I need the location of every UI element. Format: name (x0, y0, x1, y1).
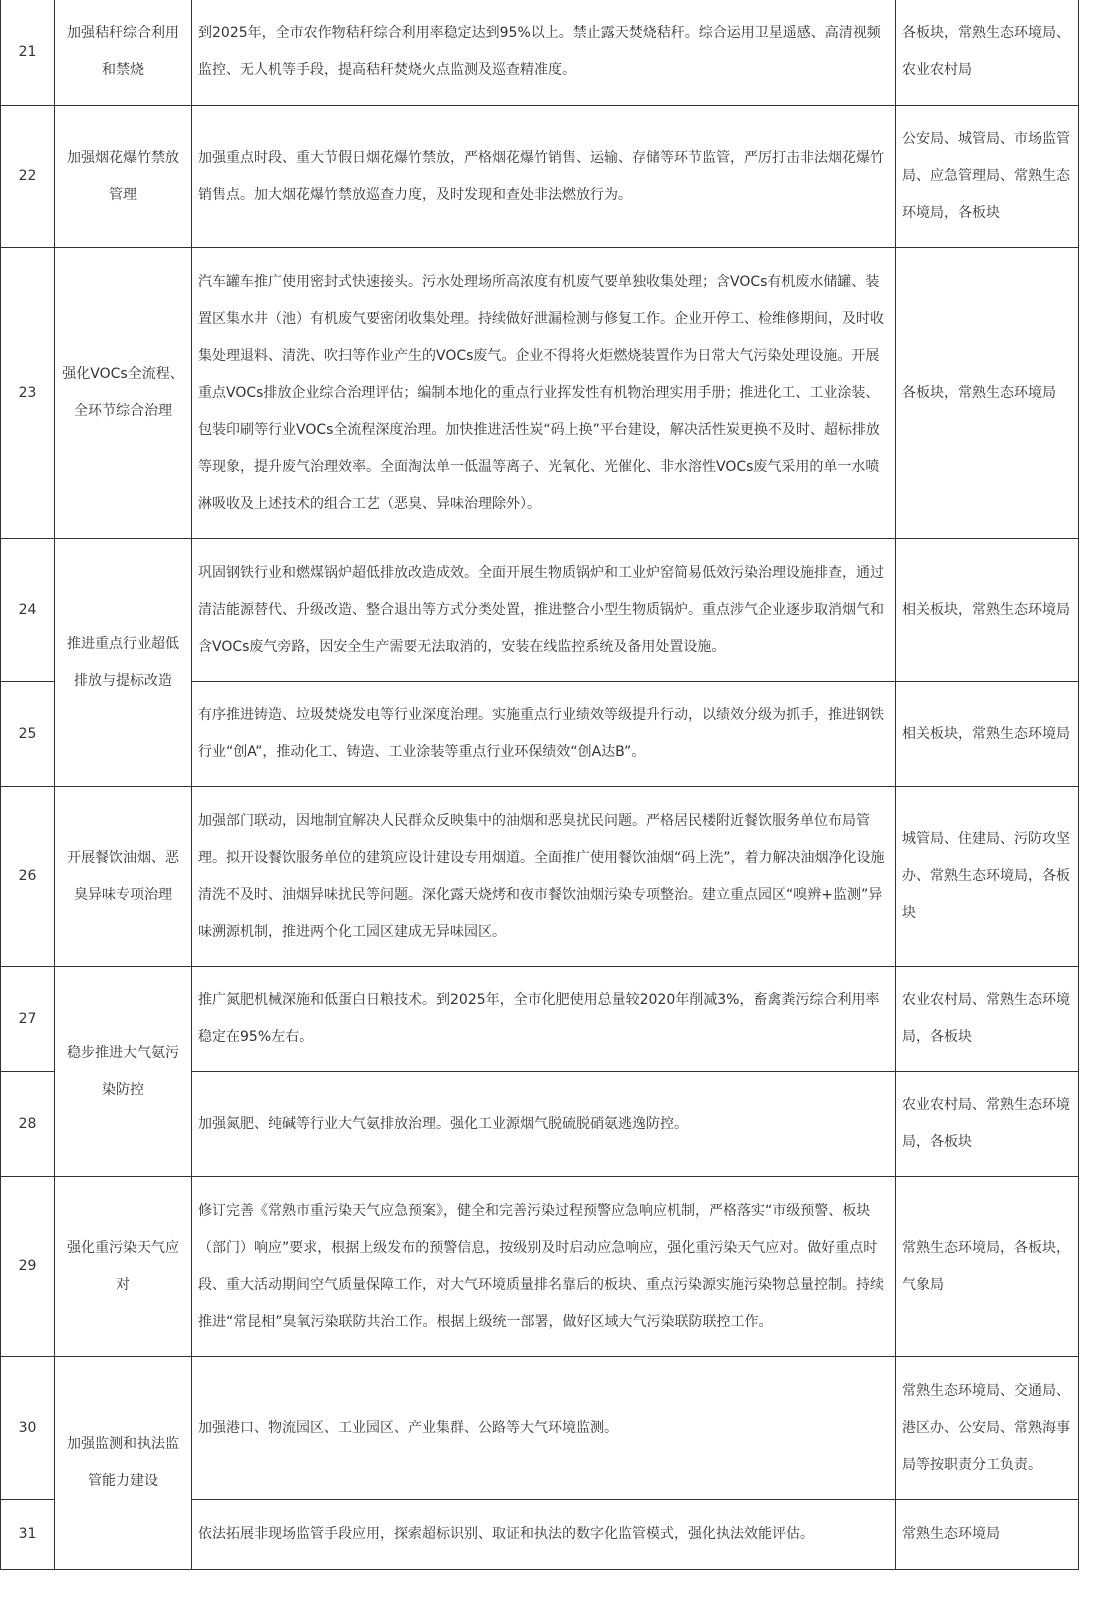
task-content: 加强港口、物流园区、工业园区、产业集群、公路等大气环境监测。 (192, 1357, 896, 1500)
responsible-units: 相关板块，常熟生态环境局 (896, 682, 1079, 787)
task-content: 加强重点时段、重大节假日烟花爆竹禁放，严格烟花爆竹销售、运输、存储等环节监管，严厉打击非法烟花爆竹销售点。加大烟花爆竹禁放巡查力度，及时发现和查处非法燃放行为。 (192, 106, 896, 248)
task-name: 强化重污染天气应对 (55, 1177, 192, 1357)
table-row (1, 106, 1079, 248)
task-name: 加强监测和执法监管能力建设 (55, 1357, 192, 1570)
task-content: 到2025年，全市农作物秸秆综合利用率稳定达到95%以上。禁止露天焚烧秸秆。综合运用卫星遥感、高清视频监控、无人机等手段，提高秸秆焚烧火点监测及巡查精准度。 (192, 0, 896, 106)
task-content: 推广氮肥机械深施和低蛋白日粮技术。到2025年，全市化肥使用总量较2020年削减3%，畜禽粪污综合利用率稳定在95%左右。 (192, 967, 896, 1072)
row-number: 26 (1, 787, 55, 967)
task-content: 修订完善《常熟市重污染天气应急预案》，健全和完善污染过程预警应急响应机制，严格落实“市级预警、板块（部门）响应”要求，根据上级发布的预警信息，按级别及时启动应急响应，强化重污染天气应对。做好重点时段、重大活动期间空气质量保障工作，对大气环境质量排名靠后的板块、重点污染源实施污染物总量控制。持续推进“常昆相”臭氧污染联防共治工作。根据上级统一部署，做好区域大气污染联防联控工作。 (192, 1177, 896, 1357)
row-number: 25 (1, 682, 55, 787)
task-name: 加强烟花爆竹禁放管理 (55, 106, 192, 248)
responsible-units: 常熟生态环境局 (896, 1500, 1079, 1570)
responsible-units: 各板块，常熟生态环境局 (896, 248, 1079, 539)
task-content: 依法拓展非现场监管手段应用，探索超标识别、取证和执法的数字化监管模式，强化执法效能评估。 (192, 1500, 896, 1570)
task-name: 开展餐饮油烟、恶臭异味专项治理 (55, 787, 192, 967)
task-content: 巩固钢铁行业和燃煤锅炉超低排放改造成效。全面开展生物质锅炉和工业炉窑简易低效污染治理设施排查，通过清洁能源替代、升级改造、整合退出等方式分类处置，推进整合小型生物质锅炉。重点涉气企业逐步取消烟气和含VOCs废气旁路，因安全生产需要无法取消的，安装在线监控系统及备用处置设施。 (192, 539, 896, 682)
table-row (1, 539, 1079, 682)
task-content: 汽车罐车推广使用密封式快速接头。污水处理场所高浓度有机废气要单独收集处理；含VOCs有机废水储罐、装置区集水井（池）有机废气要密闭收集处理。持续做好泄漏检测与修复工作。企业开停工、检维修期间，及时收集处理退料、清洗、吹扫等作业产生的VOCs废气。企业不得将火炬燃烧装置作为日常大气污染处理设施。开展重点VOCs排放企业综合治理评估；编制本地化的重点行业挥发性有机物治理实用手册；推进化工、工业涂装、包装印刷等行业VOCs全流程深度治理。加快推进活性炭“码上换”平台建设，解决活性炭更换不及时、超标排放等现象，提升废气治理效率。全面淘汰单一低温等离子、光氧化、光催化、非水溶性VOCs废气采用的单一水喷淋吸收及上述技术的组合工艺（恶臭、异味治理除外）。 (192, 248, 896, 539)
task-content: 有序推进铸造、垃圾焚烧发电等行业深度治理。实施重点行业绩效等级提升行动，以绩效分级为抓手，推进钢铁行业“创A”，推动化工、铸造、工业涂装等重点行业环保绩效“创A达B”。 (192, 682, 896, 787)
responsible-units: 公安局、城管局、市场监管局、应急管理局、常熟生态环境局，各板块 (896, 106, 1079, 248)
table-row (1, 787, 1079, 967)
task-content: 加强氮肥、纯碱等行业大气氨排放治理。强化工业源烟气脱硫脱硝氨逃逸防控。 (192, 1072, 896, 1177)
row-number: 21 (1, 0, 55, 106)
responsible-units: 常熟生态环境局、交通局、港区办、公安局、常熟海事局等按职责分工负责。 (896, 1357, 1079, 1500)
table-row (1, 1177, 1079, 1357)
row-number: 24 (1, 539, 55, 682)
row-number: 30 (1, 1357, 55, 1500)
row-number: 27 (1, 967, 55, 1072)
task-content: 加强部门联动，因地制宜解决人民群众反映集中的油烟和恶臭扰民问题。严格居民楼附近餐饮服务单位布局管理。拟开设餐饮服务单位的建筑应设计建设专用烟道。全面推广使用餐饮油烟“码上洗”，着力解决油烟净化设施清洗不及时、油烟异味扰民等问题。深化露天烧烤和夜市餐饮油烟污染专项整治。建立重点园区“嗅辨+监测”异味溯源机制，推进两个化工园区建成无异味园区。 (192, 787, 896, 967)
task-name: 推进重点行业超低排放与提标改造 (55, 539, 192, 787)
row-number: 28 (1, 1072, 55, 1177)
table-row (1, 1357, 1079, 1500)
row-number: 31 (1, 1500, 55, 1570)
responsible-units: 城管局、住建局、污防攻坚办、常熟生态环境局，各板块 (896, 787, 1079, 967)
responsible-units: 农业农村局、常熟生态环境局，各板块 (896, 1072, 1079, 1177)
responsible-units: 农业农村局、常熟生态环境局，各板块 (896, 967, 1079, 1072)
row-number: 29 (1, 1177, 55, 1357)
row-number: 23 (1, 248, 55, 539)
task-name: 加强秸秆综合利用和禁烧 (55, 0, 192, 106)
task-name: 强化VOCs全流程、全环节综合治理 (55, 248, 192, 539)
row-number: 22 (1, 106, 55, 248)
responsible-units: 常熟生态环境局，各板块，气象局 (896, 1177, 1079, 1357)
table-row (1, 0, 1079, 106)
table-row (1, 967, 1079, 1072)
responsible-units: 各板块，常熟生态环境局、农业农村局 (896, 0, 1079, 106)
task-name: 稳步推进大气氨污染防控 (55, 967, 192, 1177)
table-row (1, 248, 1079, 539)
responsible-units: 相关板块，常熟生态环境局 (896, 539, 1079, 682)
